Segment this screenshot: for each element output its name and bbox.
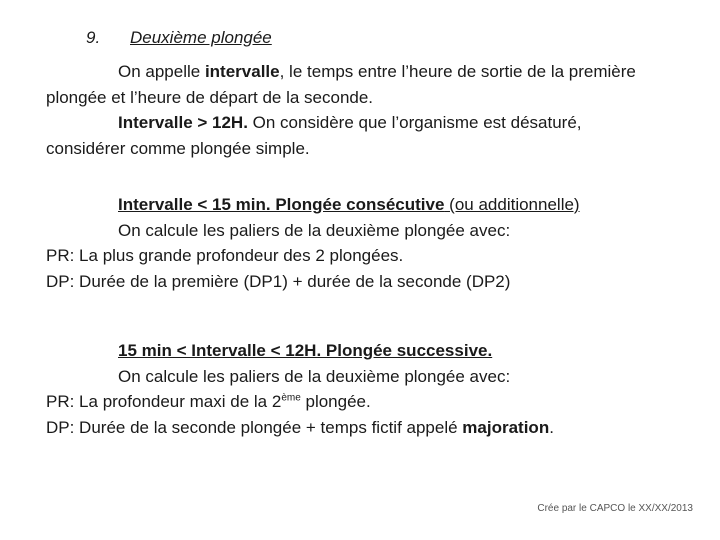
case-consecutive-suffix: (ou additionnelle) xyxy=(444,195,580,214)
case-consecutive-title: Intervalle < 15 min. Plongée consécutive xyxy=(118,195,445,214)
intro-text: On considère que l’organisme est désaturé, xyxy=(247,113,582,132)
dp-text: DP: Durée de la seconde plongée + temps fictif appelé xyxy=(46,417,463,437)
pr-text: plongée. xyxy=(300,392,371,411)
case-successive-calc: On calcule les paliers de la deuxième plongée avec: xyxy=(118,366,511,386)
intro-block xyxy=(46,59,696,161)
intro-text: On appelle xyxy=(118,62,205,81)
pr-text: PR: La profondeur maxi de la 2 xyxy=(46,392,282,411)
case-consecutive-dp: DP: Durée de la première (DP1) + durée de la seconde (DP2) xyxy=(46,271,511,291)
term-intervalle-12h: Intervalle > 12H. xyxy=(118,113,248,132)
case-successive-heading xyxy=(46,338,696,364)
footer-credit: Crée par le CAPCO le XX/XX/2013 xyxy=(537,503,693,514)
intro-line-3 xyxy=(46,110,696,136)
intro-line-4: considérer comme plongée simple. xyxy=(46,138,310,158)
intro-line-2: plongée et l’heure de départ de la seconde. xyxy=(46,87,374,107)
pr-superscript: ème xyxy=(281,392,301,404)
section-heading xyxy=(86,28,272,48)
case-successive-dp xyxy=(46,415,696,441)
section-number: 9. xyxy=(86,28,101,47)
intro-text: , le temps entre l’heure de sortie de la première xyxy=(279,62,636,81)
term-intervalle: intervalle xyxy=(204,62,280,81)
case-consecutive-pr: PR: La plus grande profondeur des 2 plongées. xyxy=(46,246,404,265)
case-consecutive-heading xyxy=(46,192,696,218)
term-majoration: majoration xyxy=(462,417,550,437)
case-successive-block xyxy=(46,338,696,440)
section-title: Deuxième plongée xyxy=(130,28,272,47)
case-successive-pr xyxy=(46,389,696,415)
case-consecutive-calc: On calcule les paliers de la deuxième plongée avec: xyxy=(118,220,511,240)
intro-line-1 xyxy=(46,59,696,85)
case-successive-title: 15 min < Intervalle < 12H. Plongée successive. xyxy=(118,341,493,360)
case-consecutive-block xyxy=(46,192,696,294)
dp-text: . xyxy=(549,417,554,437)
